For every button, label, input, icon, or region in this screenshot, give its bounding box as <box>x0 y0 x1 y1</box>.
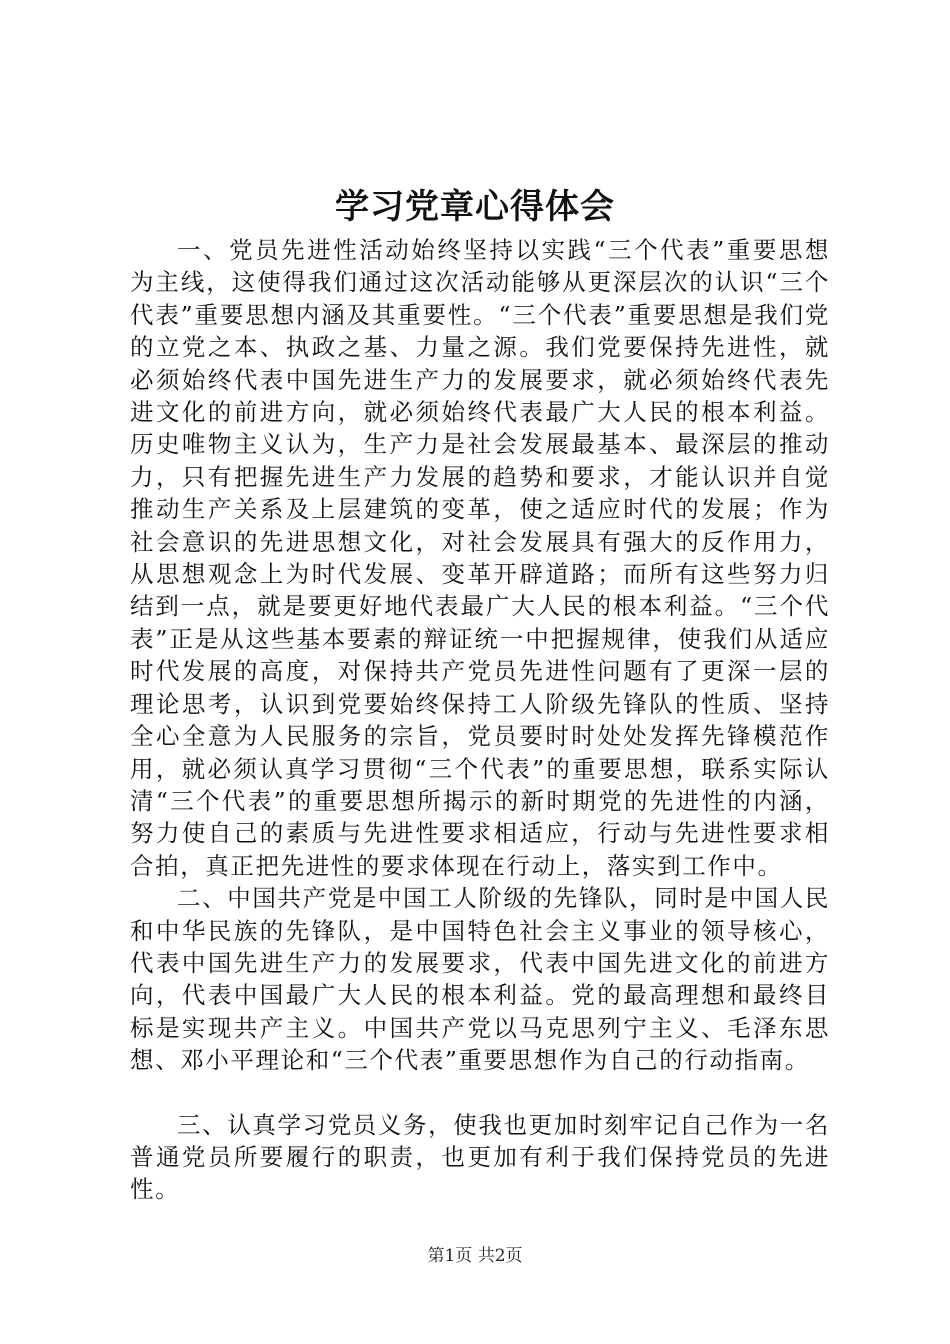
document-body <box>130 234 830 1206</box>
document-title: 学习党章心得体会 <box>335 187 615 227</box>
paragraph-1: 一、党员先进性活动始终坚持以实践“三个代表”重要思想为主线，这使得我们通过这次活动能够从更深层次的认识“三个代表”重要思想内涵及其重要性。“三个代表”重要思想是我们党的立党之本、执政之基、力量之源。我们党要保持先进性，就必须始终代表中国先进生产力的发展要求，就必须始终代表先进文化的前进方向，就必须始终代表最广大人民的根本利益。历史唯物主义认为，生产力是社会发展最基本、最深层的推动力，只有把握先进生产力发展的趋势和要求，才能认识并自觉推动生产关系及上层建筑的变革，使之适应时代的发展；作为社会意识的先进思想文化，对社会发展具有强大的反作用力，从思想观念上为时代发展、变革开辟道路；而所有这些努力归结到一点，就是要更好地代表最广大人民的根本利益。“三个代表”正是从这些基本要素的辩证统一中把握规律，使我们从适应时代发展的高度，对保持共产党员先进性问题有了更深一层的理论思考，认识到党要始终保持工人阶级先锋队的性质、坚持全心全意为人民服务的宗旨，党员要时时处处发挥先锋模范作用，就必须认真学习贯彻“三个代表”的重要思想，联系实际认清“三个代表”的重要思想所揭示的新时期党的先进性的内涵，努力使自己的素质与先进性要求相适应，行动与先进性要求相合拍，真正把先进性的要求体现在行动上，落实到工作中。 <box>130 236 830 880</box>
page-number-footer: 第1页 共2页 <box>427 1246 523 1266</box>
paragraph-3: 三、认真学习党员义务，使我也更加时刻牢记自己作为一名普通党员所要履行的职责，也更加有利于我们保持党员的先进性。 <box>130 1110 830 1204</box>
paragraph-2: 二、中国共产党是中国工人阶级的先锋队，同时是中国人民和中华民族的先锋队，是中国特色社会主义事业的领导核心，代表中国先进生产力的发展要求，代表中国先进文化的前进方向，代表中国最广大人民的根本利益。党的最高理想和最终目标是实现共产主义。中国共产党以马克思列宁主义、毛泽东思想、邓小平理论和“三个代表”重要思想作为自己的行动指南。 <box>130 884 830 1075</box>
